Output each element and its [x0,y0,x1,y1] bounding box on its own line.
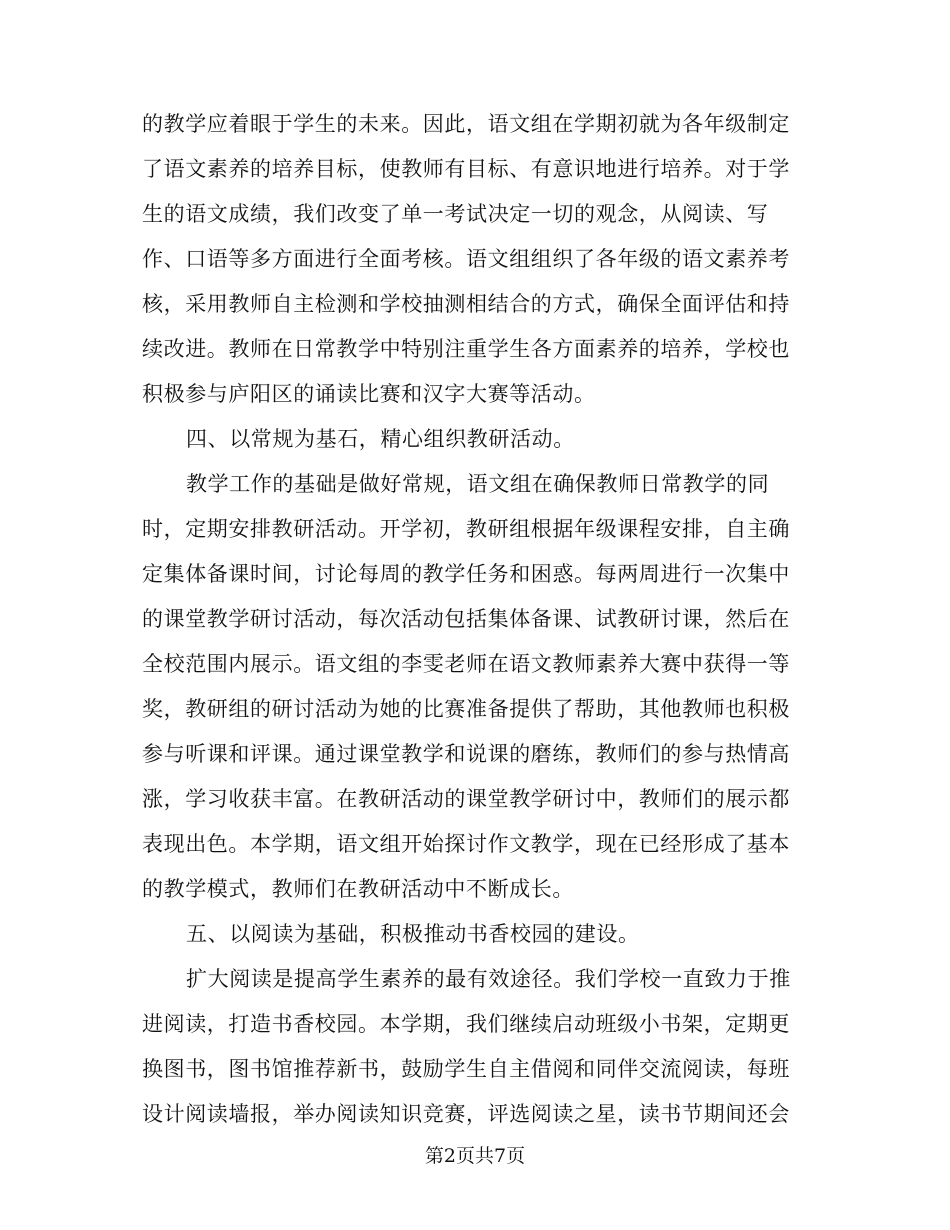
section-heading: 五、以阅读为基础，积极推动书香校园的建设。 [186,922,640,946]
text-line: 核，采用教师自主检测和学校抽测相结合的方式，确保全面评估和持 [142,292,790,316]
text-line: 表现出色。本学期，语文组开始探讨作文教学，现在已经形成了基本 [142,832,790,856]
page-number: 第2页共7页 [424,1145,526,1167]
text-line: 参与听课和评课。通过课堂教学和说课的磨练，教师们的参与热情高 [142,742,790,766]
text-line: 的课堂教学研讨活动，每次活动包括集体备课、试教研讨课，然后在 [142,607,790,631]
text-line: 了语文素养的培养目标，使教师有目标、有意识地进行培养。对于学 [142,157,790,181]
text-line: 的教学应着眼于学生的未来。因此，语文组在学期初就为各年级制定 [142,112,790,136]
text-line: 教学工作的基础是做好常规，语文组在确保教师日常教学的同 [186,472,770,496]
text-line: 奖，教研组的研讨活动为她的比赛准备提供了帮助，其他教师也积极 [142,697,790,721]
text-line: 作、口语等多方面进行全面考核。语文组组织了各年级的语文素养考 [142,247,790,271]
text-line: 续改进。教师在日常教学中特别注重学生各方面素养的培养，学校也 [142,337,790,361]
text-line: 全校范围内展示。语文组的李雯老师在语文教师素养大赛中获得一等 [142,652,790,676]
text-line: 换图书，图书馆推荐新书，鼓励学生自主借阅和同伴交流阅读，每班 [142,1057,790,1081]
text-line: 时，定期安排教研活动。开学初，教研组根据年级课程安排，自主确 [142,517,790,541]
text-line: 定集体备课时间，讨论每周的教学任务和困惑。每两周进行一次集中 [142,562,790,586]
text-line: 生的语文成绩，我们改变了单一考试决定一切的观念，从阅读、写 [142,202,769,226]
body-text [142,102,797,1137]
text-line: 设计阅读墙报，举办阅读知识竞赛，评选阅读之星，读书节期间还会 [142,1102,790,1126]
section-heading: 四、以常规为基石，精心组织教研活动。 [186,427,575,451]
text-line: 涨，学习收获丰富。在教研活动的课堂教学研讨中，教师们的展示都 [142,787,790,811]
text-line: 积极参与庐阳区的诵读比赛和汉字大赛等活动。 [142,382,596,406]
text-line: 进阅读，打造书香校园。本学期，我们继续启动班级小书架，定期更 [142,1012,790,1036]
text-line: 扩大阅读是提高学生素养的最有效途径。我们学校一直致力于推 [186,967,791,991]
text-line: 的教学模式，教师们在教研活动中不断成长。 [142,877,574,901]
